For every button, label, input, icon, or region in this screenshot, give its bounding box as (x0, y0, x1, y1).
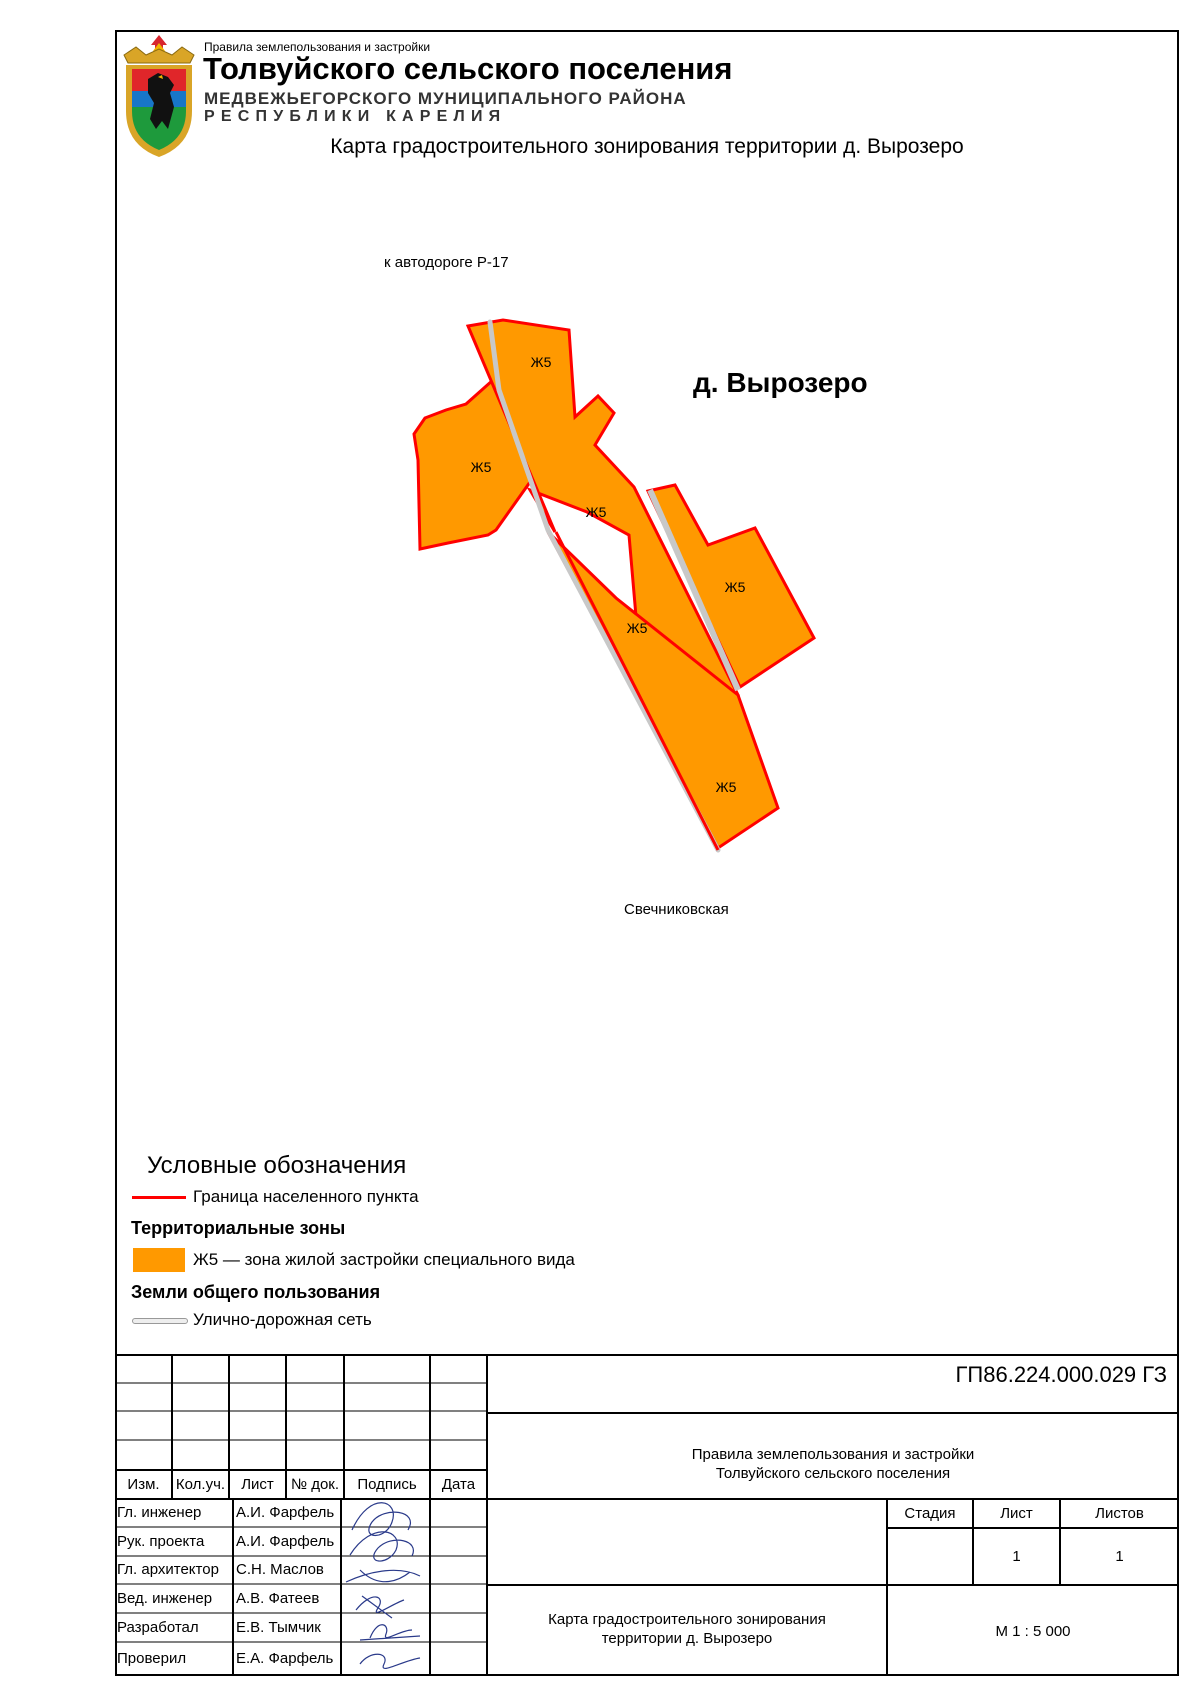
column-header: Кол.уч. (175, 1476, 226, 1493)
legend-zones-heading: Территориальные зоны (131, 1218, 346, 1238)
signer-role: Гл. инженер (117, 1504, 202, 1521)
zone-label: Ж5 (724, 579, 746, 595)
signer-name: Е.А. Фарфель (236, 1650, 334, 1667)
signer-name: С.Н. Маслов (236, 1561, 324, 1578)
signer-role: Проверил (117, 1650, 187, 1667)
column-header: № док. (290, 1476, 340, 1493)
legend-road-label: Улично-дорожная сеть (193, 1310, 372, 1329)
signer-name: А.И. Фарфель (236, 1504, 335, 1521)
legend-title: Условные обозначения (147, 1152, 407, 1179)
signer-name: А.В. Фатеев (236, 1590, 320, 1607)
signer-role: Вед. инженер (117, 1590, 213, 1607)
header-republic: РЕСПУБЛИКИ КАРЕЛИЯ (204, 108, 507, 125)
signer-role: Разработал (117, 1619, 199, 1636)
sheets-value: 1 (1115, 1548, 1124, 1565)
sheet-title-line-1: Карта градостроительного зонирования (548, 1611, 826, 1628)
scale-value: М 1 : 5 000 (995, 1623, 1071, 1640)
zone-label: Ж5 (585, 504, 607, 520)
village-name: д. Вырозеро (693, 367, 868, 398)
column-header: Изм. (127, 1476, 160, 1493)
signer-name: Е.В. Тымчик (236, 1619, 321, 1636)
header-title: Толвуйского сельского поселения (203, 51, 733, 86)
legend-boundary-swatch (132, 1196, 186, 1199)
legend-boundary-label: Граница населенного пункта (193, 1187, 419, 1206)
map-title: Карта градостроительного зонирования территории д. Вырозеро (330, 135, 964, 158)
legend-zone-swatch (133, 1248, 185, 1272)
column-header: Подпись (357, 1476, 417, 1493)
header-district: МЕДВЕЖЬЕГОРСКОГО МУНИЦИПАЛЬНОГО РАЙОНА (204, 89, 687, 108)
signer-role: Рук. проекта (117, 1533, 205, 1550)
signer-role: Гл. архитектор (117, 1561, 219, 1578)
zone-label: Ж5 (470, 459, 492, 475)
sheet-title-line-2: территории д. Вырозеро (601, 1630, 773, 1647)
zone-label: Ж5 (715, 779, 737, 795)
column-header: Дата (441, 1476, 476, 1493)
legend-public-heading: Земли общего пользования (131, 1282, 381, 1302)
column-header: Лист (241, 1476, 274, 1493)
sheets-label: Листов (1095, 1505, 1144, 1522)
legend-road-swatch (132, 1318, 188, 1324)
zone-label: Ж5 (626, 620, 648, 636)
sheet-value: 1 (1012, 1548, 1021, 1565)
sheet-label: Лист (1000, 1505, 1033, 1522)
header-overline: Правила землепользования и застройки (204, 40, 431, 54)
road-north-label: к автодороге Р-17 (384, 254, 509, 271)
road-south-label: Свечниковская (624, 901, 729, 918)
project-line-1: Правила землепользования и застройки (691, 1446, 975, 1463)
zone-label: Ж5 (530, 354, 552, 370)
project-line-2: Толвуйского сельского поселения (715, 1465, 951, 1482)
stage-label: Стадия (904, 1505, 956, 1522)
legend-zone-label: Ж5 — зона жилой застройки специального вида (193, 1250, 575, 1269)
doc-code: ГП86.224.000.029 ГЗ (955, 1362, 1167, 1387)
signer-name: А.И. Фарфель (236, 1533, 335, 1550)
